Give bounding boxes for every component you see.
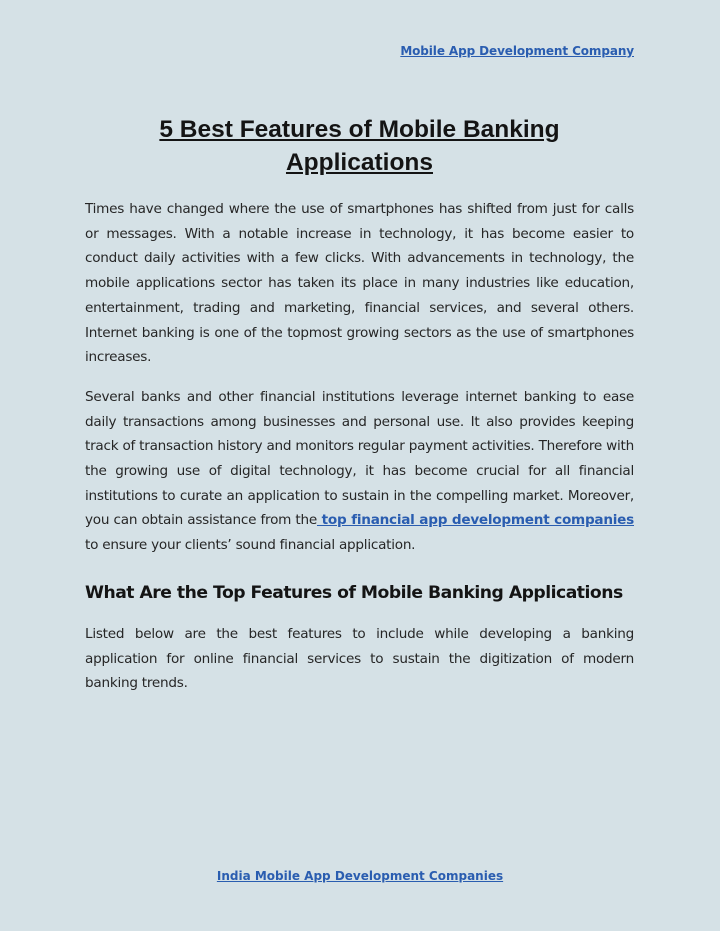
page-title: 5 Best Features of Mobile Banking Applications	[159, 116, 560, 176]
banks-paragraph-tail: to ensure your clients’ sound financial application.	[85, 537, 416, 554]
header-link[interactable]: Mobile App Development Company	[400, 44, 634, 58]
article-body	[85, 197, 634, 696]
features-intro-paragraph: Listed below are the best features to include while developing a banking application for online financial services to sustain the digitization of modern banking trends.	[85, 625, 634, 692]
section-heading: What Are the Top Features of Mobile Banking Applications	[85, 582, 623, 603]
banks-paragraph-text: Several banks and other financial institutions leverage internet banking to ease daily transactions among businesses and personal use. It also provides keeping track of transaction history and monitors regular payment activities. Therefore with the growing use of digital technology, it has become crucial for all financial institutions to curate an application to sustain in the compelling market. Moreover, you can obtain assistance from the	[85, 388, 634, 529]
financial-app-companies-link[interactable]: top financial app development companies	[316, 512, 634, 529]
footer-link[interactable]: India Mobile App Development Companies	[216, 869, 504, 883]
banks-paragraph	[85, 385, 634, 558]
intro-paragraph: Times have changed where the use of smartphones has shifted from just for calls or messages. With a notable increase in technology, it has become easier to conduct daily activities with a few clicks. With advancements in technology, the mobile applications sector has taken its place in many industries like education, entertainment, trading and marketing, financial services, and several others. Internet banking is one of the topmost growing sectors as the use of smartphones increases.	[85, 201, 634, 366]
